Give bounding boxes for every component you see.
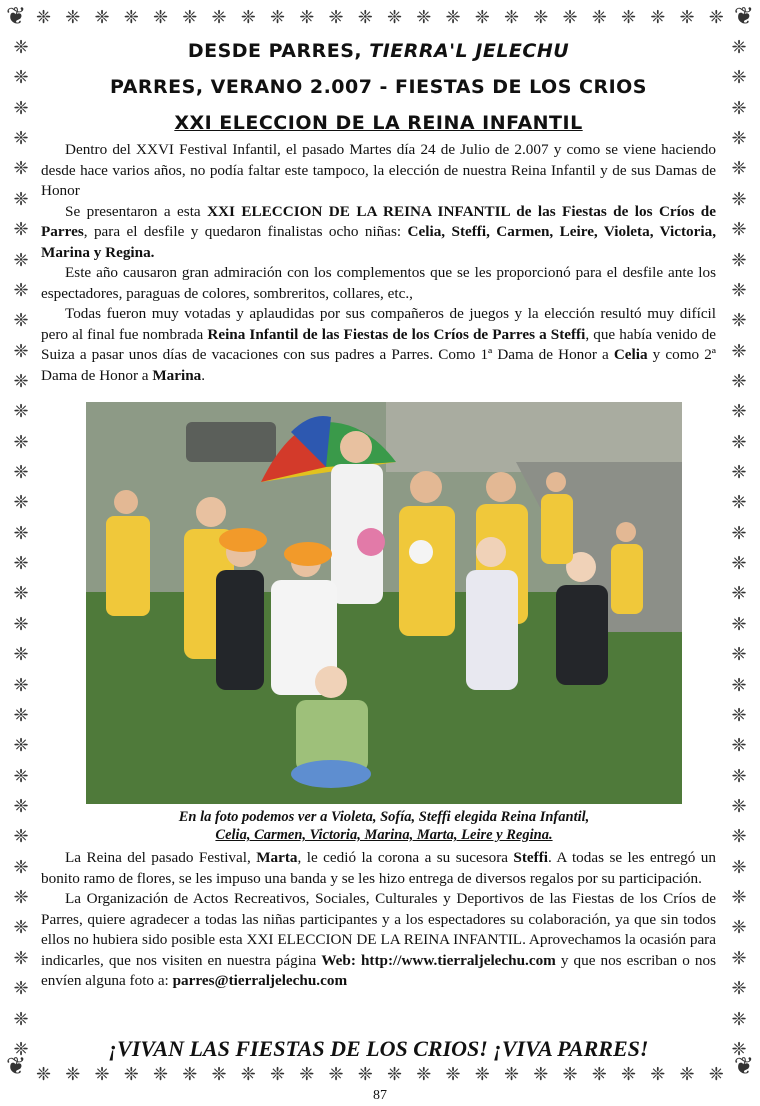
fleur-ornament-icon: ❈ (731, 340, 747, 361)
fleur-ornament-icon: ❈ (182, 1064, 198, 1084)
fleur-ornament-icon: ❈ (13, 401, 29, 422)
email-link[interactable]: parres@tierraljelechu.com (172, 972, 348, 989)
fleur-ornament-icon: ❈ (731, 795, 747, 816)
corner-ornament-icon: ❦ (733, 1054, 754, 1080)
caption-line-2: Celia, Carmen, Victoria, Marina, Marta, Leire y Regina. (215, 827, 553, 843)
fleur-ornament-icon: ❈ (13, 340, 29, 361)
fleur-ornament-icon: ❈ (731, 370, 747, 391)
fleur-ornament-icon: ❈ (731, 917, 747, 938)
fleur-ornament-icon: ❈ (13, 765, 29, 786)
p4-d: Celia (613, 346, 648, 363)
fleur-ornament-icon: ❈ (13, 856, 29, 877)
fleur-ornament-icon: ❈ (562, 7, 578, 27)
fleur-ornament-icon: ❈ (731, 826, 747, 847)
p4-e: y como 2ª Dama de Honor a (41, 346, 716, 384)
p5-c: , le cedió la corona a su sucesora (297, 849, 514, 866)
fleur-ornament-icon: ❈ (474, 7, 490, 27)
fleur-ornament-icon: ❈ (387, 7, 403, 27)
fleur-ornament-icon: ❈ (562, 1064, 578, 1084)
fleur-ornament-icon: ❈ (13, 795, 29, 816)
fleur-ornament-icon: ❈ (13, 370, 29, 391)
fleur-ornament-icon: ❈ (13, 887, 29, 908)
page-number: 87 (373, 1088, 387, 1103)
fleur-ornament-icon: ❈ (731, 856, 747, 877)
fleur-ornament-icon: ❈ (13, 978, 29, 999)
paragraph-5 (41, 848, 716, 889)
fleur-ornament-icon: ❈ (13, 613, 29, 634)
fleur-ornament-icon: ❈ (731, 67, 747, 88)
fleur-ornament-icon: ❈ (240, 7, 256, 27)
fleur-ornament-icon: ❈ (731, 97, 747, 118)
corner-ornament-icon: ❦ (6, 1054, 27, 1080)
header-line-3: XXI ELECCION DE LA REINA INFANTIL (174, 112, 583, 134)
fleur-ornament-icon: ❈ (13, 37, 29, 57)
paragraph-2 (41, 202, 716, 264)
fleur-ornament-icon: ❈ (731, 704, 747, 725)
border-top (36, 4, 724, 30)
fleur-ornament-icon: ❈ (731, 887, 747, 908)
fleur-ornament-icon: ❈ (13, 583, 29, 604)
photo-caption (86, 808, 682, 844)
fleur-ornament-icon: ❈ (182, 7, 198, 27)
fleur-ornament-icon: ❈ (13, 249, 29, 270)
fleur-ornament-icon: ❈ (13, 826, 29, 847)
fleur-ornament-icon: ❈ (708, 7, 724, 27)
fleur-ornament-icon: ❈ (13, 97, 29, 118)
fleur-ornament-icon: ❈ (240, 1064, 256, 1084)
fleur-ornament-icon: ❈ (708, 1064, 724, 1084)
fleur-ornament-icon: ❈ (731, 37, 747, 57)
fleur-ornament-icon: ❈ (13, 219, 29, 240)
fleur-ornament-icon: ❈ (13, 1008, 29, 1029)
fleur-ornament-icon: ❈ (13, 310, 29, 331)
p5-d: Steffi (513, 849, 549, 866)
fleur-ornament-icon: ❈ (591, 1064, 607, 1084)
footer-slogan: ¡VIVAN LAS FIESTAS DE LOS CRIOS! ¡VIVA PARRES! (108, 1036, 649, 1061)
group-photo (86, 402, 682, 804)
header-line-1-b: TIERRA'L JELECHU (369, 40, 570, 62)
fleur-ornament-icon: ❈ (36, 7, 52, 27)
p4-b: Reina Infantil de las Fiestas de los Críos de Parres a Steffi (207, 325, 586, 343)
fleur-ornament-icon: ❈ (13, 917, 29, 938)
fleur-ornament-icon: ❈ (731, 674, 747, 695)
fleur-ornament-icon: ❈ (731, 431, 747, 452)
fleur-ornament-icon: ❈ (357, 1064, 373, 1084)
p4-a: Todas fueron muy votadas y aplaudidas por sus compañeros de juegos y la elección resultó muy difícil pero al final fue nombrada (41, 305, 716, 343)
fleur-ornament-icon: ❈ (13, 279, 29, 300)
fleur-ornament-icon: ❈ (731, 644, 747, 665)
fleur-ornament-icon: ❈ (299, 7, 315, 27)
fleur-ornament-icon: ❈ (679, 7, 695, 27)
paragraph-4 (41, 304, 716, 386)
fleur-ornament-icon: ❈ (416, 1064, 432, 1084)
web-link[interactable]: Web: http://www.tierraljelechu.com (321, 951, 556, 969)
paragraph-6 (41, 889, 716, 992)
border-right (726, 38, 752, 1058)
fleur-ornament-icon: ❈ (13, 674, 29, 695)
fleur-ornament-icon: ❈ (731, 279, 747, 300)
fleur-ornament-icon: ❈ (731, 947, 747, 968)
fleur-ornament-icon: ❈ (211, 7, 227, 27)
fleur-ornament-icon: ❈ (65, 7, 81, 27)
fleur-ornament-icon: ❈ (13, 644, 29, 665)
fleur-ornament-icon: ❈ (731, 765, 747, 786)
fleur-ornament-icon: ❈ (731, 401, 747, 422)
header-line-2: PARRES, VERANO 2.007 - FIESTAS DE LOS CRIOS (110, 76, 647, 98)
p4-f: Marina (152, 366, 202, 384)
fleur-ornament-icon: ❈ (731, 553, 747, 574)
fleur-ornament-icon: ❈ (13, 158, 29, 179)
fleur-ornament-icon: ❈ (94, 1064, 110, 1084)
fleur-ornament-icon: ❈ (13, 188, 29, 209)
p4-c: , que había venido de Suiza a pasar unos días de vacaciones con sus padres a Parres. Como 1ª Dama de Honor a (41, 325, 716, 363)
fleur-ornament-icon: ❈ (731, 735, 747, 756)
fleur-ornament-icon: ❈ (731, 310, 747, 331)
fleur-ornament-icon: ❈ (387, 1064, 403, 1084)
fleur-ornament-icon: ❈ (474, 1064, 490, 1084)
fleur-ornament-icon: ❈ (445, 7, 461, 27)
p5-e: . A todas se les entregó un bonito ramo de flores, se les impuso una banda y se les hizo entrega de diversos regalos por su participación. (41, 849, 716, 887)
fleur-ornament-icon: ❈ (445, 1064, 461, 1084)
p3-text: Este año causaron gran admiración con los complementos que se les proporcionó para el desfile ante los espectadores, paraguas de colores, sombreritos, collares, etc., (41, 264, 716, 302)
fleur-ornament-icon: ❈ (416, 7, 432, 27)
fleur-ornament-icon: ❈ (13, 553, 29, 574)
fleur-ornament-icon: ❈ (211, 1064, 227, 1084)
caption-line-1: En la foto podemos ver a Violeta, Sofía, Steffi elegida Reina Infantil, (178, 809, 590, 825)
fleur-ornament-icon: ❈ (13, 492, 29, 513)
fleur-ornament-icon: ❈ (13, 431, 29, 452)
fleur-ornament-icon: ❈ (731, 249, 747, 270)
fleur-ornament-icon: ❈ (731, 1038, 747, 1059)
fleur-ornament-icon: ❈ (123, 1064, 139, 1084)
fleur-ornament-icon: ❈ (731, 1008, 747, 1029)
fleur-ornament-icon: ❈ (621, 7, 637, 27)
fleur-ornament-icon: ❈ (328, 7, 344, 27)
p2-c: , para el desfile y quedaron finalistas ocho niñas: (83, 223, 408, 240)
fleur-ornament-icon: ❈ (650, 1064, 666, 1084)
p1-text: Dentro del XXVI Festival Infantil, el pasado Martes día 24 de Julio de 2.007 y como se viene haciendo desde hace varios años, no podía faltar este tampoco, la elección de nuestra Reina Infantil y de sus Damas de Honor (41, 141, 716, 199)
fleur-ornament-icon: ❈ (270, 1064, 286, 1084)
corner-ornament-icon: ❦ (733, 4, 754, 30)
fleur-ornament-icon: ❈ (13, 704, 29, 725)
fleur-ornament-icon: ❈ (357, 7, 373, 27)
fleur-ornament-icon: ❈ (731, 613, 747, 634)
fleur-ornament-icon: ❈ (13, 947, 29, 968)
fleur-ornament-icon: ❈ (153, 7, 169, 27)
fleur-ornament-icon: ❈ (731, 462, 747, 483)
fleur-ornament-icon: ❈ (504, 7, 520, 27)
paragraph-1 (41, 140, 716, 202)
fleur-ornament-icon: ❈ (533, 7, 549, 27)
paragraph-3 (41, 263, 716, 304)
fleur-ornament-icon: ❈ (123, 7, 139, 27)
article-header (41, 38, 716, 386)
p2-d: Celia, Steffi, Carmen, Leire, Violeta, Victoria, Marina y Regina. (41, 223, 716, 261)
fleur-ornament-icon: ❈ (36, 1064, 52, 1084)
fleur-ornament-icon: ❈ (650, 7, 666, 27)
fleur-ornament-icon: ❈ (731, 219, 747, 240)
fleur-ornament-icon: ❈ (13, 128, 29, 149)
fleur-ornament-icon: ❈ (13, 67, 29, 88)
p5-b: Marta (256, 849, 298, 866)
fleur-ornament-icon: ❈ (153, 1064, 169, 1084)
fleur-ornament-icon: ❈ (504, 1064, 520, 1084)
fleur-ornament-icon: ❈ (13, 1038, 29, 1059)
p4-g: . (201, 366, 206, 384)
fleur-ornament-icon: ❈ (731, 128, 747, 149)
header-line-1 (41, 38, 716, 64)
fleur-ornament-icon: ❈ (13, 462, 29, 483)
p5-a: La Reina del pasado Festival, (65, 849, 257, 866)
p2-a: Se presentaron a esta (65, 202, 208, 220)
article-lower (41, 848, 716, 992)
fleur-ornament-icon: ❈ (621, 1064, 637, 1084)
fleur-ornament-icon: ❈ (679, 1064, 695, 1084)
fleur-ornament-icon: ❈ (731, 188, 747, 209)
header-line-1-a: DESDE PARRES, (187, 40, 370, 62)
border-bottom (36, 1062, 724, 1086)
corner-ornament-icon: ❦ (6, 4, 27, 30)
fleur-ornament-icon: ❈ (533, 1064, 549, 1084)
fleur-ornament-icon: ❈ (13, 522, 29, 543)
p6-c: y que nos escriban o nos envíen alguna foto a: (41, 951, 716, 989)
fleur-ornament-icon: ❈ (731, 522, 747, 543)
fleur-ornament-icon: ❈ (94, 7, 110, 27)
border-left (8, 38, 34, 1058)
fleur-ornament-icon: ❈ (731, 158, 747, 179)
fleur-ornament-icon: ❈ (731, 492, 747, 513)
fleur-ornament-icon: ❈ (299, 1064, 315, 1084)
group-photo-illustration (86, 402, 682, 804)
p6-a: La Organización de Actos Recreativos, Sociales, Culturales y Deportivos de las Fiestas de los Críos de Parres, quiere agradecer a todas las niñas participantes y a los espectadores su colaboración, ya que sin todos ellos no hubiera sido posible esta XXI ELECCION DE LA REINA INFANTIL. Aprovechamos la ocasión para indicarles, que nos visiten en nuestra página (41, 890, 716, 969)
fleur-ornament-icon: ❈ (270, 7, 286, 27)
p2-b: XXI ELECCION DE LA REINA INFANTIL de las Fiestas de los Críos de Parres (41, 202, 716, 240)
fleur-ornament-icon: ❈ (731, 583, 747, 604)
fleur-ornament-icon: ❈ (65, 1064, 81, 1084)
fleur-ornament-icon: ❈ (13, 735, 29, 756)
fleur-ornament-icon: ❈ (731, 978, 747, 999)
fleur-ornament-icon: ❈ (328, 1064, 344, 1084)
fleur-ornament-icon: ❈ (591, 7, 607, 27)
